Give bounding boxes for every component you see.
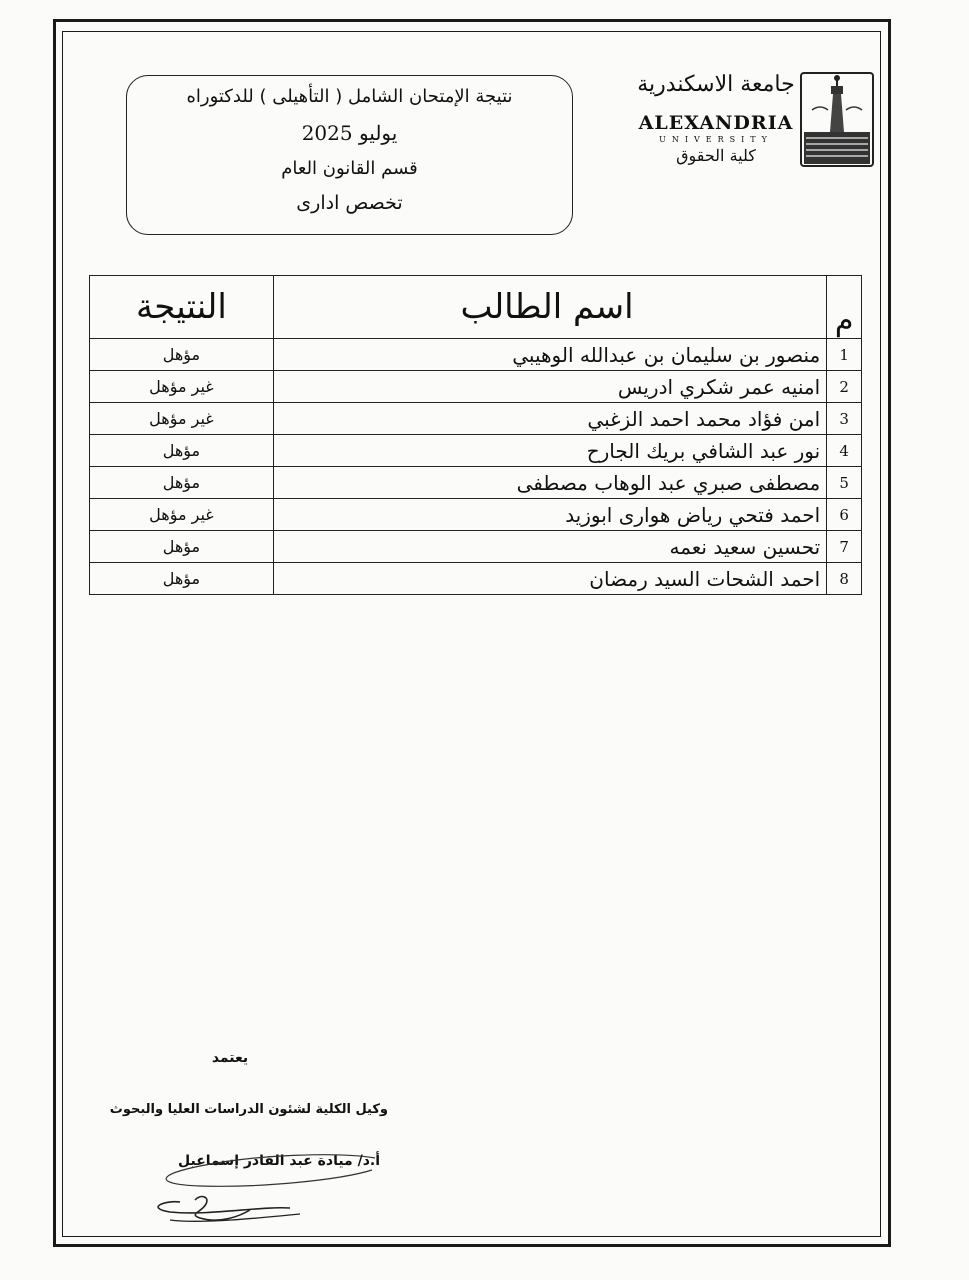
professor-name: أ.د/ ميادة عبد القادر إسماعيل bbox=[178, 1153, 380, 1169]
header-result: النتيجة bbox=[90, 276, 274, 339]
row-result: غير مؤهل bbox=[90, 499, 274, 531]
row-result: مؤهل bbox=[90, 435, 274, 467]
row-student-name: احمد فتحي رياض هوارى ابوزيد bbox=[273, 499, 826, 531]
row-student-name: مصطفى صبري عبد الوهاب مصطفى bbox=[273, 467, 826, 499]
table-row bbox=[90, 403, 862, 435]
title-box bbox=[126, 75, 573, 235]
row-index: 1 bbox=[827, 339, 862, 371]
faculty-name: كلية الحقوق bbox=[676, 146, 756, 165]
row-student-name: احمد الشحات السيد رمضان bbox=[273, 563, 826, 595]
row-index: 6 bbox=[827, 499, 862, 531]
row-index: 8 bbox=[827, 563, 862, 595]
header-index: م bbox=[827, 276, 862, 339]
lighthouse-emblem-icon bbox=[800, 72, 874, 167]
row-index: 5 bbox=[827, 467, 862, 499]
table-row bbox=[90, 531, 862, 563]
department: قسم القانون العام bbox=[281, 158, 418, 179]
row-result: مؤهل bbox=[90, 467, 274, 499]
row-result: مؤهل bbox=[90, 339, 274, 371]
university-english-sub: UNIVERSITY bbox=[659, 135, 773, 144]
row-index: 7 bbox=[827, 531, 862, 563]
header-student-name: اسم الطالب bbox=[273, 276, 826, 339]
table-row bbox=[90, 467, 862, 499]
table-row bbox=[90, 499, 862, 531]
row-result: غير مؤهل bbox=[90, 403, 274, 435]
row-student-name: امن فؤاد محمد احمد الزغبي bbox=[273, 403, 826, 435]
dean-title: وكيل الكلية لشئون الدراسات العليا والبحوث bbox=[109, 1102, 388, 1117]
approval-label: يعتمد bbox=[211, 1050, 249, 1066]
row-result: غير مؤهل bbox=[90, 371, 274, 403]
row-result: مؤهل bbox=[90, 531, 274, 563]
row-student-name: منصور بن سليمان بن عبدالله الوهيبي bbox=[273, 339, 826, 371]
row-result: مؤهل bbox=[90, 563, 274, 595]
results-table bbox=[89, 275, 862, 595]
exam-title: نتيجة الإمتحان الشامل ( التأهيلى ) للدكتوراه bbox=[186, 86, 513, 107]
university-logo-text bbox=[636, 72, 796, 182]
table-row bbox=[90, 339, 862, 371]
table-row bbox=[90, 371, 862, 403]
signature-icon bbox=[140, 1150, 390, 1240]
row-index: 4 bbox=[827, 435, 862, 467]
table-header-row bbox=[90, 276, 862, 339]
university-arabic-name: جامعة الاسكندرية bbox=[637, 72, 795, 97]
university-english-name: ALEXANDRIA bbox=[638, 112, 794, 134]
table-row bbox=[90, 435, 862, 467]
row-index: 3 bbox=[827, 403, 862, 435]
row-student-name: تحسين سعيد نعمه bbox=[273, 531, 826, 563]
table-row bbox=[90, 563, 862, 595]
row-student-name: امنيه عمر شكري ادريس bbox=[273, 371, 826, 403]
exam-date: يوليو 2025 bbox=[301, 121, 398, 145]
row-student-name: نور عبد الشافي بريك الجارح bbox=[273, 435, 826, 467]
row-index: 2 bbox=[827, 371, 862, 403]
specialization: تخصص ادارى bbox=[296, 192, 403, 214]
